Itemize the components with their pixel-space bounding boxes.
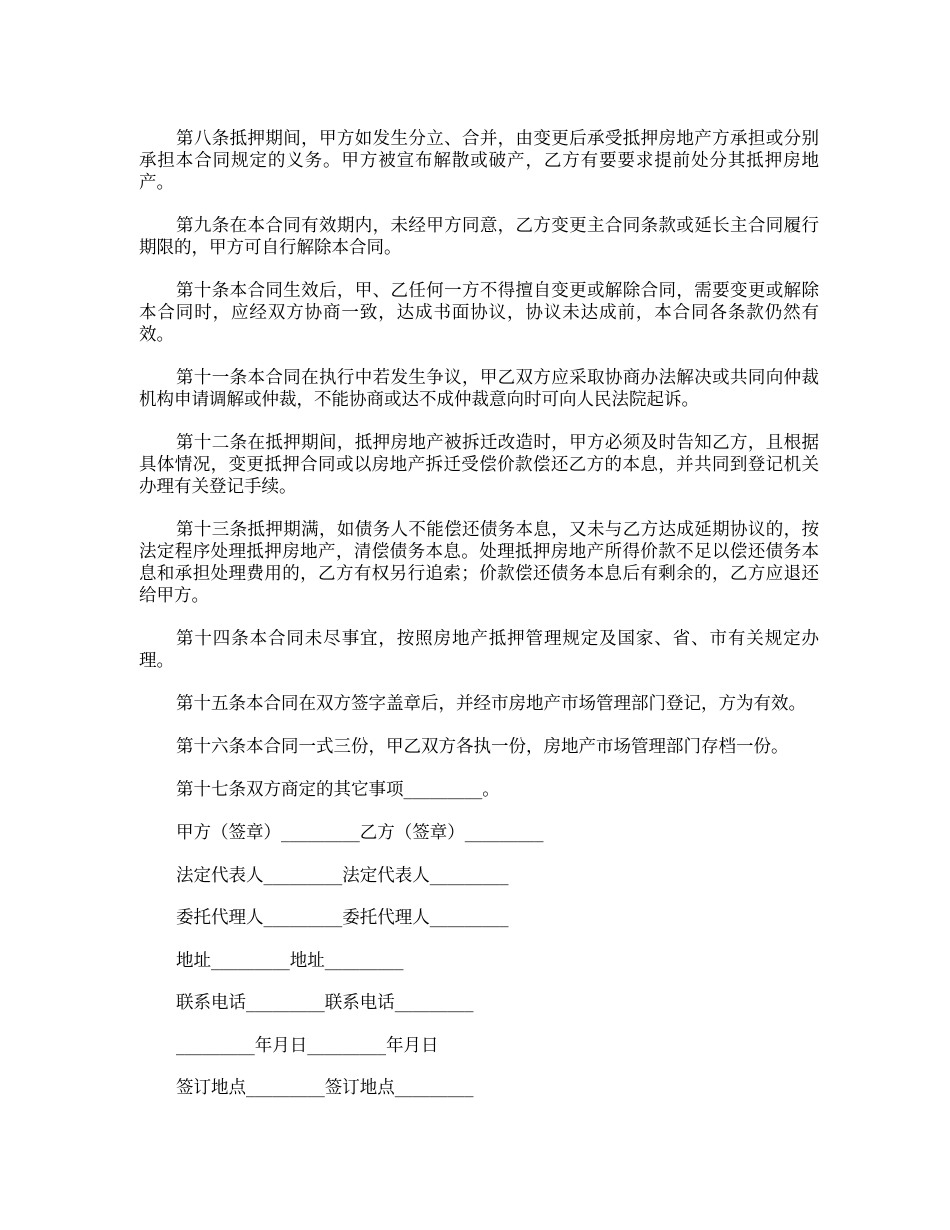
signature-line-legal-representative: 法定代表人_________法定代表人_________ [176,865,509,886]
signature-line-signing-place: 签订地点_________签订地点_________ [176,1078,474,1098]
signature-line-authorized-agent: 委托代理人_________委托代理人_________ [176,908,509,928]
article-17: 第十七条双方商定的其它事项_________。 [176,780,500,800]
article-9: 第九条在本合同有效期内，未经甲方同意，乙方变更主合同条款或延长主合同履行期限的，甲方可自行解除本合同。 [139,216,819,258]
signature-line-date: _________年月日_________年月日 [176,1035,439,1056]
article-13: 第十三条抵押期满，如债务人不能偿还债务本息，又未与乙方达成延期协议的，按法定程序处理抵押房地产，清偿债务本息。处理抵押房地产所得价款不足以偿还债务本息和承担处理费用的，乙方有权另行追索；价款偿还债务本息后有剩余的，乙方应退还给甲方。 [139,520,819,606]
signature-line-phone: 联系电话_________联系电话_________ [176,993,474,1013]
article-14: 第十四条本合同未尽事宜，按照房地产抵押管理规定及国家、省、市有关规定办理。 [139,629,819,671]
article-8: 第八条抵押期间，甲方如发生分立、合并，由变更后承受抵押房地产方承担或分别承担本合同规定的义务。甲方被宣布解散或破产，乙方有要要求提前处分其抵押房地产。 [139,129,819,193]
article-15: 第十五条本合同在双方签字盖章后，并经市房地产市场管理部门登记，方为有效。 [176,694,806,714]
article-10: 第十条本合同生效后，甲、乙任何一方不得擅自变更或解除合同，需要变更或解除本合同时，应经双方协商一致，达成书面协议，协议未达成前，本合同各条款仍然有效。 [139,281,819,345]
article-11: 第十一条本合同在执行中若发生争议，甲乙双方应采取协商办法解决或共同向仲裁机构申请调解或仲裁，不能协商或达不成仲裁意向时可向人民法院起诉。 [139,368,819,410]
signature-line-address: 地址_________地址_________ [176,950,404,971]
signature-line-parties: 甲方（签章）_________乙方（签章）_________ [176,823,544,843]
article-12: 第十二条在抵押期间，抵押房地产被拆迁改造时，甲方必须及时告知乙方，且根据具体情况，变更抵押合同或以房地产拆迁受偿价款偿还乙方的本息，并共同到登记机关办理有关登记手续。 [139,433,819,497]
document-body [139,128,819,1120]
article-16: 第十六条本合同一式三份，甲乙双方各执一份，房地产市场管理部门存档一份。 [176,737,789,757]
